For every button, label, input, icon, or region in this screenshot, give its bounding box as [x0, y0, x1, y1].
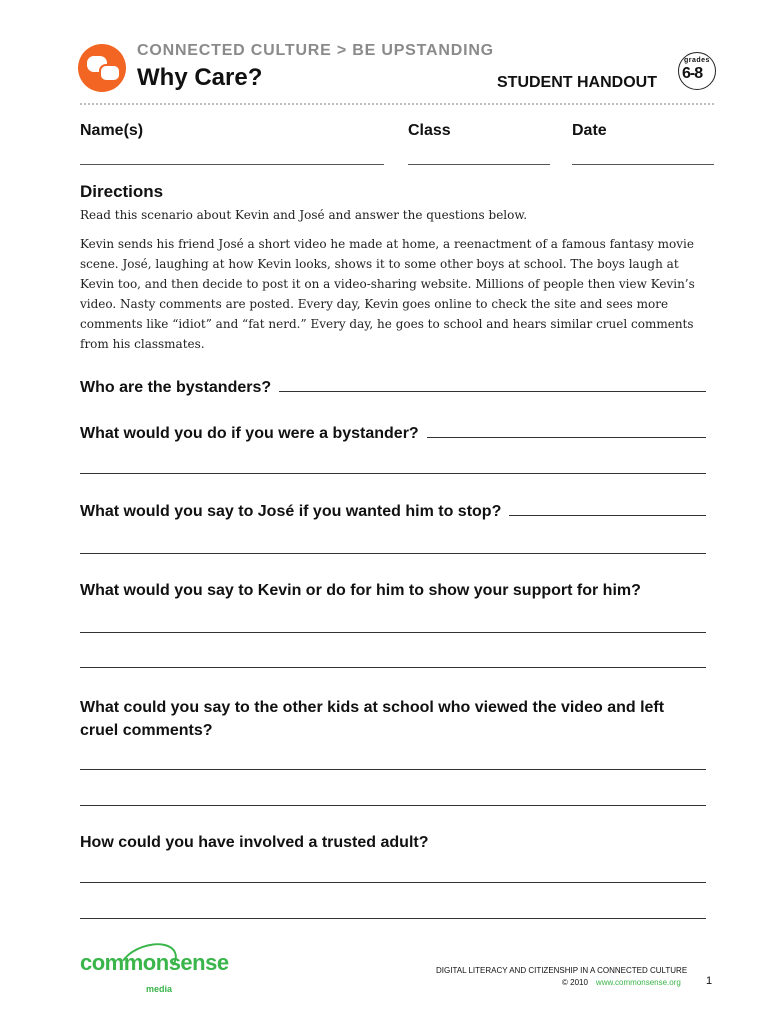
- answer-2-field[interactable]: [427, 425, 706, 438]
- class-field[interactable]: [408, 164, 550, 165]
- grades-word: grades: [684, 57, 710, 64]
- page-title: Why Care?: [137, 64, 263, 91]
- class-label: Class: [408, 122, 451, 139]
- answer-4-line-2[interactable]: [80, 667, 706, 668]
- date-field[interactable]: [572, 164, 714, 165]
- answer-3-line-2[interactable]: [80, 553, 706, 554]
- question-1: [80, 379, 706, 397]
- page-number: 1: [706, 975, 713, 987]
- date-label: Date: [572, 122, 607, 139]
- speech-bubble-right-icon: [99, 64, 121, 82]
- question-1-text: Who are the bystanders?: [80, 379, 272, 396]
- question-3: [80, 503, 706, 521]
- header-divider: [80, 103, 714, 105]
- grades-range: 6-8: [682, 65, 703, 82]
- question-6-text: How could you have involved a trusted adult?: [80, 834, 429, 851]
- answer-2-line-2[interactable]: [80, 473, 706, 474]
- question-2-text: What would you do if you were a bystander?: [80, 425, 419, 442]
- scenario-text: Kevin sends his friend José a short video he made at home, a reenactment of a famous fantasy movie scene. José, laughing at how Kevin looks, shows it to some other boys at school. The boys laugh at Kevin too, and then decide to post it on a video-sharing website. Millions of people then view Kevin’s video. Nasty comments are posted. Every day, Kevin goes online to check the site and sees more comments like “idiot” and “fat nerd.” Every day, he goes to school and hears similar cruel comments from his classmates.: [80, 237, 695, 351]
- brand-sense: sense: [168, 950, 229, 975]
- answer-5-line-2[interactable]: [80, 805, 706, 806]
- answer-3-field[interactable]: [509, 503, 706, 516]
- brand-common: common: [80, 950, 169, 975]
- footer-course-title: DIGITAL LITERACY AND CITIZENSHIP IN A CONNECTED CULTURE: [436, 966, 688, 975]
- brand-media: media: [146, 984, 173, 994]
- question-3-text: What would you say to José if you wanted him to stop?: [80, 503, 502, 520]
- question-2: [80, 425, 706, 443]
- answer-4-line-1[interactable]: [80, 632, 706, 633]
- answer-6-line-2[interactable]: [80, 918, 706, 919]
- answer-1-field[interactable]: [279, 379, 706, 392]
- handout-label: STUDENT HANDOUT: [497, 74, 657, 91]
- names-field[interactable]: [80, 164, 384, 165]
- question-4-text: What would you say to Kevin or do for him to show your support for him?: [80, 582, 641, 599]
- directions-intro: Read this scenario about Kevin and José and answer the questions below.: [80, 208, 528, 222]
- answer-5-line-1[interactable]: [80, 769, 706, 770]
- footer-url-link[interactable]: www.commonsense.org: [595, 978, 681, 987]
- breadcrumb: CONNECTED CULTURE > BE UPSTANDING: [137, 42, 494, 59]
- common-sense-logo: [80, 950, 229, 976]
- footer-credits: [562, 978, 681, 987]
- answer-6-line-1[interactable]: [80, 882, 706, 883]
- question-5-text: What could you say to the other kids at school who viewed the video and left cruel comments?: [80, 699, 665, 739]
- directions-heading: Directions: [80, 182, 164, 201]
- footer-copyright: © 2010: [562, 978, 588, 987]
- names-label: Name(s): [80, 122, 144, 139]
